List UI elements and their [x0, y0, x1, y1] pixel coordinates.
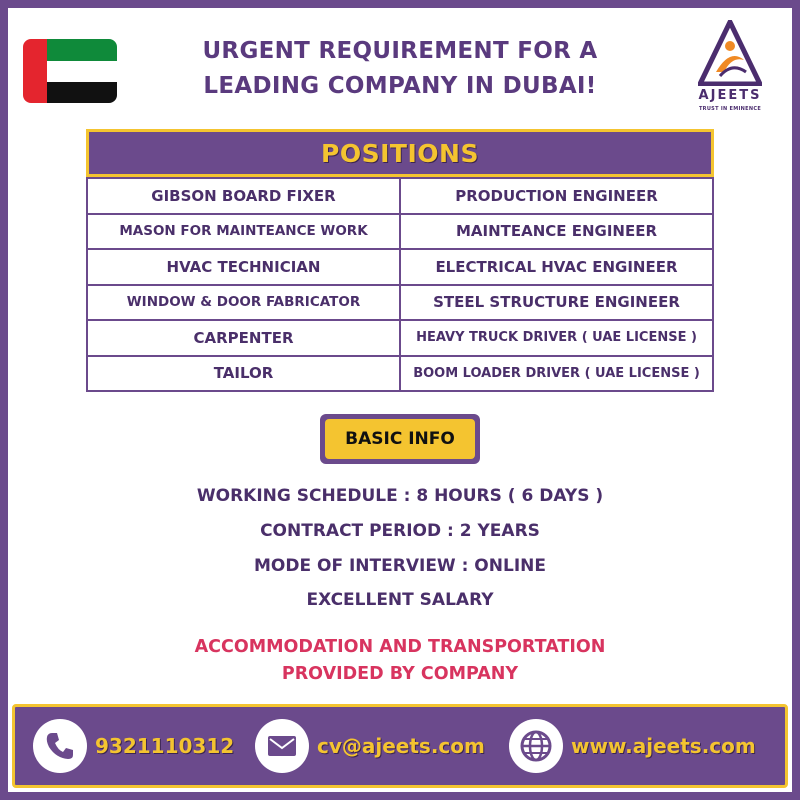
- company-logo: [680, 20, 780, 118]
- basic-info-badge: [320, 414, 480, 464]
- position-cell: ELECTRICAL HVAC ENGINEER: [400, 249, 713, 285]
- phone-number[interactable]: 9321110312: [95, 734, 235, 758]
- accommodation-line-2: PROVIDED BY COMPANY: [281, 664, 519, 684]
- table-row: [87, 320, 713, 356]
- contact-footer: [12, 704, 788, 788]
- poster: [8, 8, 792, 792]
- info-working-schedule: WORKING SCHEDULE : 8 HOURS ( 6 DAYS ): [196, 486, 604, 506]
- position-cell: GIBSON BOARD FIXER: [87, 178, 400, 214]
- logo-tagline: TRUST IN EMINENCE: [698, 106, 762, 112]
- positions-title: POSITIONS: [321, 138, 479, 168]
- basic-info-title: BASIC INFO: [325, 419, 475, 459]
- positions-header: [86, 129, 714, 177]
- position-cell: PRODUCTION ENGINEER: [400, 178, 713, 214]
- positions-table: [86, 177, 714, 392]
- table-row: [87, 214, 713, 250]
- website-contact[interactable]: [509, 717, 756, 775]
- table-row: [87, 249, 713, 285]
- position-cell: MASON FOR MAINTEANCE WORK: [87, 214, 400, 250]
- info-interview-mode: MODE OF INTERVIEW : ONLINE: [253, 556, 546, 576]
- headline-line-1: URGENT REQUIREMENT FOR A: [202, 38, 598, 64]
- accommodation-line-1: ACCOMMODATION AND TRANSPORTATION: [194, 637, 606, 657]
- position-cell: HEAVY TRUCK DRIVER ( UAE LICENSE ): [400, 320, 713, 356]
- phone-contact[interactable]: [33, 717, 234, 775]
- email-address[interactable]: cv@ajeets.com: [317, 734, 485, 758]
- email-icon: [255, 719, 309, 773]
- logo-brand-name: AJEETS: [698, 88, 762, 103]
- accommodation-note: [8, 634, 792, 688]
- phone-icon: [33, 719, 87, 773]
- info-contract-period: CONTRACT PERIOD : 2 YEARS: [260, 521, 540, 541]
- uae-flag-icon: [23, 39, 117, 103]
- website-url[interactable]: www.ajeets.com: [571, 734, 756, 758]
- table-row: [87, 285, 713, 321]
- position-cell: CARPENTER: [87, 320, 400, 356]
- globe-icon: [509, 719, 563, 773]
- position-cell: WINDOW & DOOR FABRICATOR: [87, 285, 400, 321]
- headline-line-2: LEADING COMPANY IN DUBAI!: [203, 73, 597, 99]
- ajeets-logo-mark-icon: [698, 20, 762, 86]
- headline: [138, 34, 662, 104]
- position-cell: HVAC TECHNICIAN: [87, 249, 400, 285]
- info-salary: EXCELLENT SALARY: [306, 590, 494, 610]
- position-cell: TAILOR: [87, 356, 400, 392]
- email-contact[interactable]: [255, 717, 485, 775]
- position-cell: STEEL STRUCTURE ENGINEER: [400, 285, 713, 321]
- position-cell: MAINTEANCE ENGINEER: [400, 214, 713, 250]
- position-cell: BOOM LOADER DRIVER ( UAE LICENSE ): [400, 356, 713, 392]
- table-row: [87, 178, 713, 214]
- table-row: [87, 356, 713, 392]
